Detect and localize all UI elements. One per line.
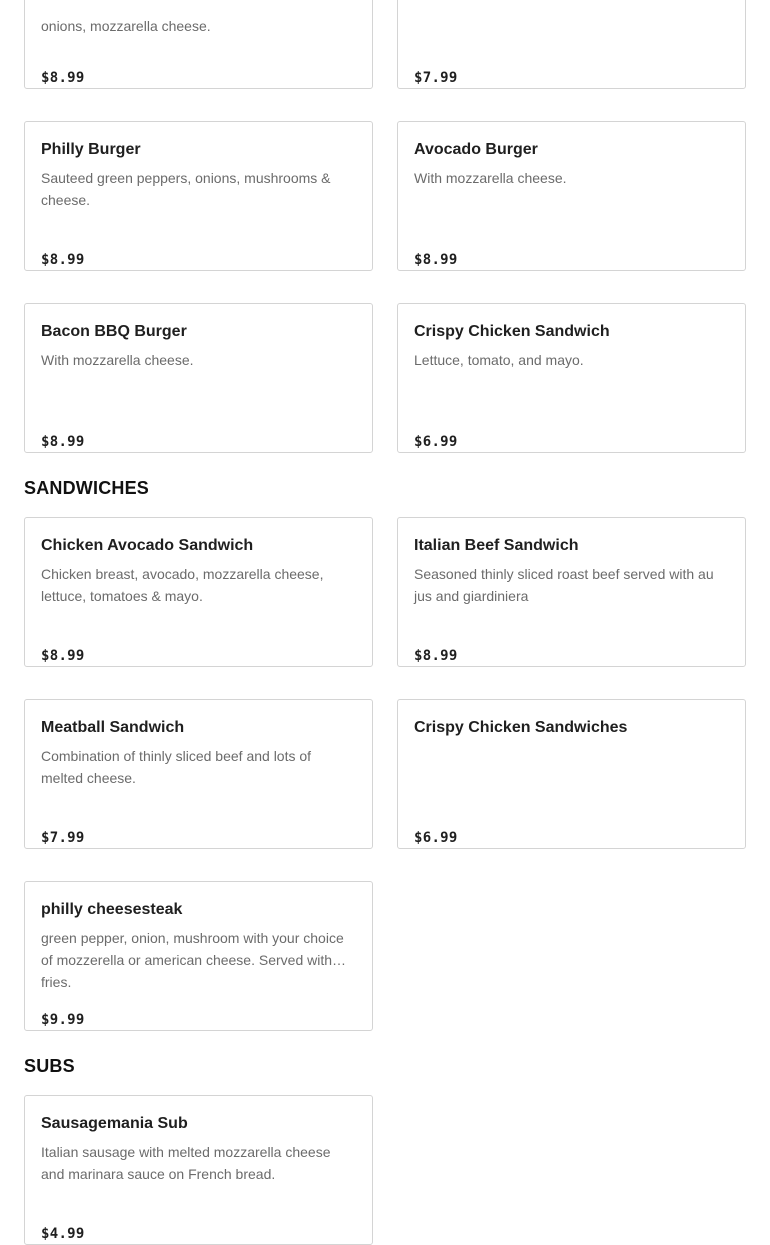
menu-item-card[interactable] — [397, 0, 746, 89]
menu-item-price: $8.99 — [41, 252, 85, 268]
menu-item-card[interactable] — [397, 517, 746, 667]
menu-item-price: $6.99 — [414, 830, 458, 846]
menu-item-description: green pepper, onion, mushroom with your choice of mozzerella or american cheese. Served with fries. — [41, 930, 344, 990]
menu-item-price: $8.99 — [41, 434, 85, 450]
menu-item-card[interactable] — [24, 0, 373, 89]
menu-item-card[interactable] — [397, 699, 746, 849]
menu-item-name: philly cheesesteak — [41, 901, 183, 918]
menu-item-card[interactable] — [24, 881, 373, 1031]
menu-item-name: Crispy Chicken Sandwiches — [414, 719, 628, 736]
section-title-subs: SUBS — [24, 1056, 75, 1076]
menu-item-name: Italian Beef Sandwich — [414, 537, 579, 554]
menu-item-description: With mozzarella cheese. — [414, 170, 567, 186]
menu-item-card[interactable] — [24, 1095, 373, 1245]
menu-item-card[interactable] — [397, 121, 746, 271]
menu-item-description: Italian sausage with melted mozzarella cheese and marinara sauce on French bread. — [41, 1144, 331, 1182]
menu-item-card[interactable] — [24, 303, 373, 453]
menu-item-card[interactable] — [24, 517, 373, 667]
menu-item-price: $4.99 — [41, 1226, 85, 1242]
menu-item-name: Avocado Burger — [414, 141, 538, 158]
menu-item-name: Chicken Avocado Sandwich — [41, 537, 254, 554]
menu-item-description: Lettuce, tomato, and mayo. — [414, 352, 584, 368]
section-title-sandwiches: SANDWICHES — [24, 478, 150, 498]
menu-item-name: Philly Burger — [41, 141, 141, 158]
menu-item-price: $7.99 — [41, 830, 85, 846]
menu-item-card[interactable] — [24, 699, 373, 849]
menu-item-description: onions, mozzarella cheese. — [41, 18, 211, 34]
menu-item-card[interactable] — [397, 303, 746, 453]
menu-item-description: Chicken breast, avocado, mozzarella cheese, lettuce, tomatoes & mayo. — [41, 566, 324, 604]
menu-item-description: Sauteed green peppers, onions, mushrooms & cheese. — [41, 170, 331, 208]
menu-item-name: Bacon BBQ Burger — [41, 323, 187, 340]
menu-item-price: $8.99 — [41, 648, 85, 664]
menu-item-name: Crispy Chicken Sandwich — [414, 323, 610, 340]
menu-item-description: Seasoned thinly sliced roast beef served with au jus and giardiniera — [414, 566, 714, 604]
menu-item-description: Combination of thinly sliced beef and lots of melted cheese. — [41, 748, 312, 786]
menu-item-price: $6.99 — [414, 434, 458, 450]
menu-item-price: $8.99 — [414, 252, 458, 268]
menu-item-price: $7.99 — [414, 70, 458, 86]
menu-item-price: $8.99 — [41, 70, 85, 86]
menu-item-name: Meatball Sandwich — [41, 719, 185, 736]
menu-item-name: Sausagemania Sub — [41, 1115, 188, 1132]
menu-item-price: $9.99 — [41, 1012, 85, 1028]
menu-item-description: With mozzarella cheese. — [41, 352, 194, 368]
menu-item-card[interactable] — [24, 121, 373, 271]
menu-item-price: $8.99 — [414, 648, 458, 664]
